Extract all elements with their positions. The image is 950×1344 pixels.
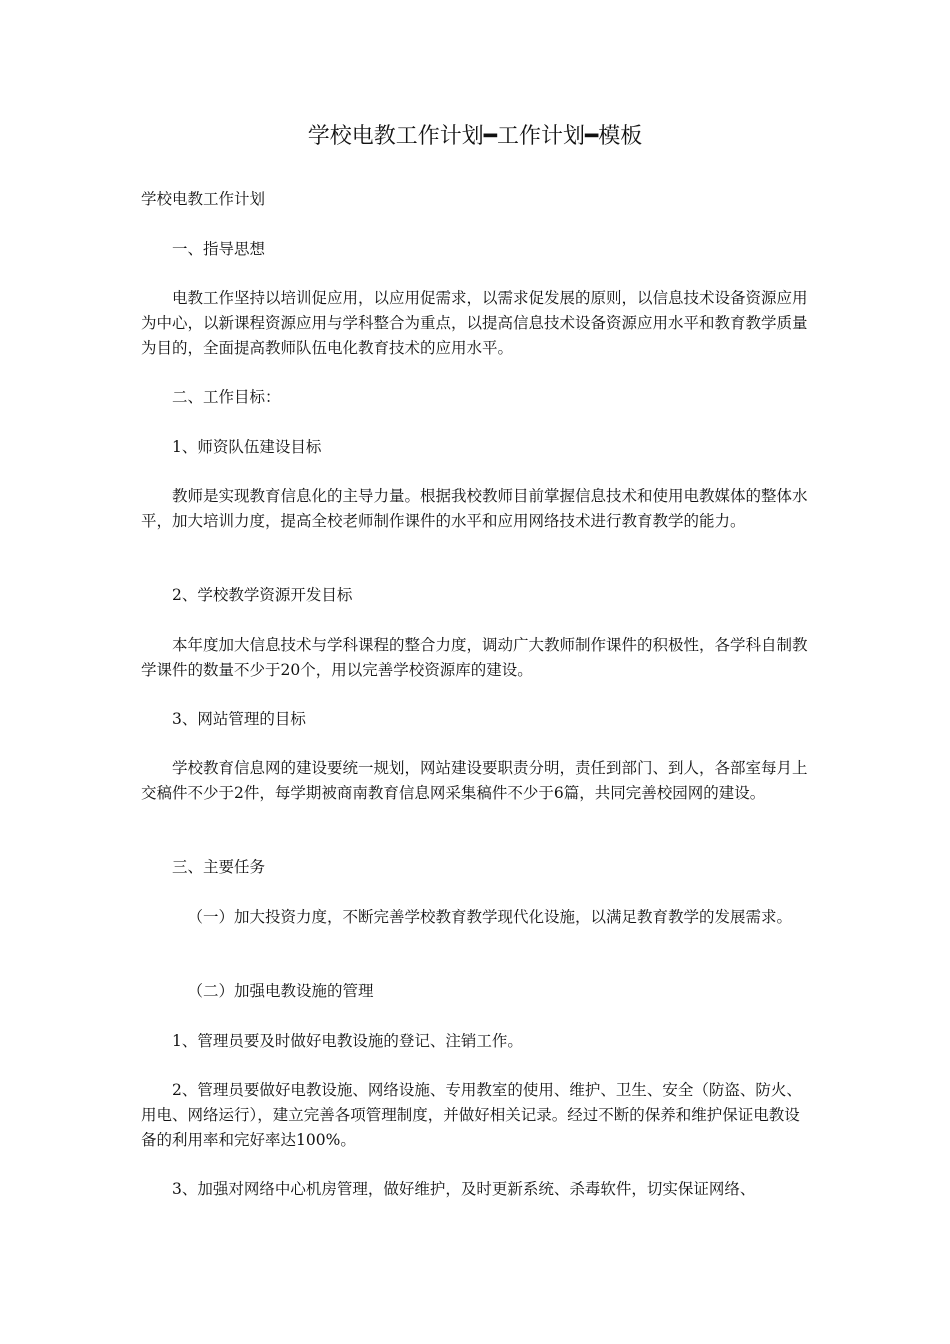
heading-website-goal: 3、网站管理的目标	[172, 710, 306, 728]
subtitle-paragraph: 学校电教工作计划	[141, 190, 266, 208]
heading-main-tasks: 三、主要任务	[172, 858, 266, 876]
document-title: 学校电教工作计划━工作计划━模板	[307, 124, 643, 149]
heading-resource-goal: 2、学校教学资源开发目标	[172, 586, 353, 604]
paragraph-item-3: 3、加强对网络中心机房管理，做好维护，及时更新系统、杀毒软件，切实保证网络、	[172, 1180, 756, 1198]
heading-task-two: （二）加强电教设施的管理	[187, 982, 374, 1000]
heading-work-goals: 二、工作目标：	[172, 388, 281, 406]
paragraph-resource-goal: 本年度加大信息技术与学科课程的整合力度，调动广大教师制作课件的积极性，各学科自制教学课件的数量不少于20个，用以完善学校资源库的建设。	[141, 636, 808, 679]
paragraph-guiding-thought: 电教工作坚持以培训促应用，以应用促需求，以需求促发展的原则，以信息技术设备资源应用为中心，以新课程资源应用与学科整合为重点，以提高信息技术设备资源应用水平和教育教学质量为目的，全面提高教师队伍电化教育技术的应用水平。	[141, 289, 808, 357]
paragraph-item-1: 1、管理员要及时做好电教设施的登记、注销工作。	[172, 1032, 523, 1050]
paragraph-teacher-goal: 教师是实现教育信息化的主导力量。根据我校教师目前掌握信息技术和使用电教媒体的整体水平，加大培训力度，提高全校老师制作课件的水平和应用网络技术进行教育教学的能力。	[141, 487, 808, 530]
paragraph-website-goal: 学校教育信息网的建设要统一规划，网站建设要职责分明，责任到部门、到人，各部室每月上交稿件不少于2件，每学期被商南教育信息网采集稿件不少于6篇，共同完善校园网的建设。	[141, 759, 808, 802]
paragraph-item-2: 2、管理员要做好电教设施、网络设施、专用教室的使用、维护、卫生、安全（防盗、防火、用电、网络运行），建立完善各项管理制度，并做好相关记录。经过不断的保养和维护保证电教设备的利用率和完好率达100%。	[141, 1081, 802, 1149]
heading-teacher-goal: 1、师资队伍建设目标	[172, 438, 322, 456]
paragraph-task-one: （一）加大投资力度，不断完善学校教育教学现代化设施，以满足教育教学的发展需求。	[187, 908, 793, 926]
heading-guiding-thought: 一、指导思想	[172, 240, 266, 258]
